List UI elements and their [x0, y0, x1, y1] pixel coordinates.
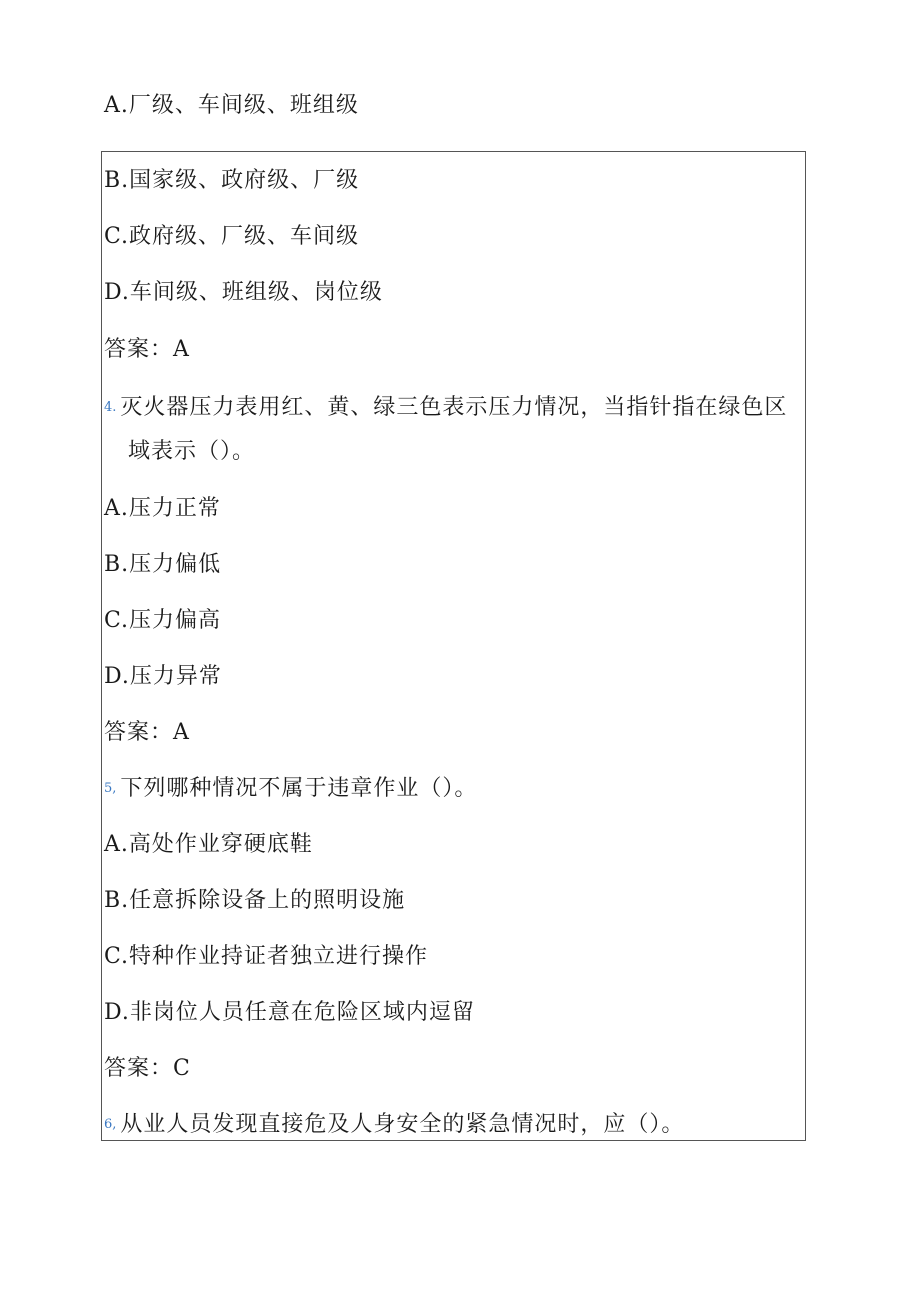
q5-option-d: D.非岗位人员任意在危险区域内逗留 [104, 1000, 475, 1025]
q5-stem [104, 774, 477, 804]
q4-stem-text-1: 灭火器压力表用红、黄、绿三色表示压力情况，当指针指在绿色区 [120, 395, 788, 420]
q4-stem-line1 [104, 393, 787, 423]
q5-stem-text: 下列哪种情况不属于违章作业（）。 [120, 776, 478, 801]
q4-answer: 答案：A [104, 720, 190, 745]
q4-option-c: C.压力偏高 [104, 608, 222, 633]
q6-number: 6, [104, 1117, 117, 1132]
q3-option-b: B.国家级、政府级、厂级 [104, 168, 360, 193]
q5-option-a: A.高处作业穿硬底鞋 [104, 832, 313, 857]
q3-option-a: A.厂级、车间级、班组级 [104, 93, 359, 118]
q6-stem [104, 1110, 684, 1140]
q4-number: 4. [104, 400, 117, 415]
q5-number: 5, [104, 781, 117, 796]
q6-stem-text: 从业人员发现直接危及人身安全的紧急情况时，应（）。 [120, 1112, 685, 1137]
q4-stem-line2: 域表示（）。 [128, 439, 256, 464]
q3-option-d: D.车间级、班组级、岗位级 [104, 280, 383, 305]
q4-option-b: B.压力偏低 [104, 552, 222, 577]
q5-option-b: B.任意拆除设备上的照明设施 [104, 888, 406, 913]
q5-option-c: C.特种作业持证者独立进行操作 [104, 944, 429, 969]
q3-option-c: C.政府级、厂级、车间级 [104, 224, 360, 249]
q5-answer: 答案：C [104, 1056, 191, 1081]
q4-option-a: A.压力正常 [104, 496, 221, 521]
q3-answer: 答案：A [104, 337, 190, 362]
q4-option-d: D.压力异常 [104, 664, 222, 689]
